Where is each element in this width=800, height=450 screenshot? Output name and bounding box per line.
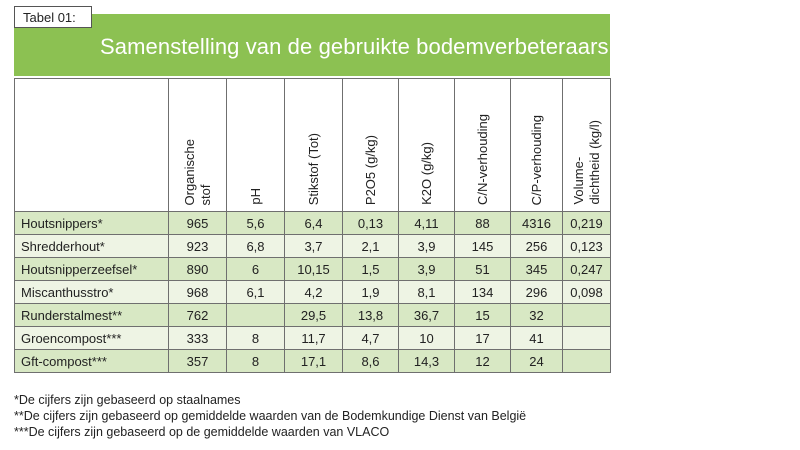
table-cell: 4,2	[285, 281, 343, 304]
table-cell: 8,1	[399, 281, 455, 304]
data-table	[14, 78, 611, 373]
table-cell: 965	[169, 212, 227, 235]
table-cell: 14,3	[399, 350, 455, 373]
table-row	[15, 350, 611, 373]
table-row	[15, 304, 611, 327]
column-header: Volume- dichtheid (kg/l)	[563, 79, 611, 212]
row-label: Houtsnippers*	[15, 212, 169, 235]
table-cell: 0,13	[343, 212, 399, 235]
column-header: K2O (g/kg)	[399, 79, 455, 212]
table-cell: 10,15	[285, 258, 343, 281]
table-title: Samenstelling van de gebruikte bodemverbeteraars	[100, 34, 609, 59]
table-cell: 12	[455, 350, 511, 373]
table-cell: 3,9	[399, 235, 455, 258]
table-cell: 3,9	[399, 258, 455, 281]
header-corner	[15, 79, 169, 212]
footnote: **De cijfers zijn gebaseerd op gemiddelde waarden van de Bodemkundige Dienst van België	[14, 409, 527, 423]
table-cell: 333	[169, 327, 227, 350]
table-cell: 256	[511, 235, 563, 258]
row-label: Gft-compost***	[15, 350, 169, 373]
table-cell: 11,7	[285, 327, 343, 350]
footnotes	[14, 392, 526, 440]
column-header: pH	[227, 79, 285, 212]
header-row	[15, 79, 611, 212]
table-cell: 29,5	[285, 304, 343, 327]
table-cell: 24	[511, 350, 563, 373]
column-header: P2O5 (g/kg)	[343, 79, 399, 212]
table-cell: 8	[227, 327, 285, 350]
row-label: Shredderhout*	[15, 235, 169, 258]
table-cell: 8	[227, 350, 285, 373]
row-label: Miscanthusstro*	[15, 281, 169, 304]
table-cell: 296	[511, 281, 563, 304]
row-label: Runderstalmest**	[15, 304, 169, 327]
table-cell: 4,11	[399, 212, 455, 235]
table-cell: 4316	[511, 212, 563, 235]
table-row	[15, 258, 611, 281]
table-row	[15, 235, 611, 258]
table-cell	[563, 350, 611, 373]
table-cell: 51	[455, 258, 511, 281]
table-cell	[227, 304, 285, 327]
table-row	[15, 327, 611, 350]
table-cell: 6,8	[227, 235, 285, 258]
table-cell: 357	[169, 350, 227, 373]
table-cell: 134	[455, 281, 511, 304]
table-number-label: Tabel 01:	[14, 6, 92, 28]
footnote: ***De cijfers zijn gebaseerd op de gemiddelde waarden van VLACO	[14, 425, 390, 439]
table-cell: 2,1	[343, 235, 399, 258]
table-cell: 3,7	[285, 235, 343, 258]
table-cell: 41	[511, 327, 563, 350]
table-cell: 10	[399, 327, 455, 350]
table-cell: 17,1	[285, 350, 343, 373]
table-cell: 345	[511, 258, 563, 281]
row-label: Groencompost***	[15, 327, 169, 350]
table-cell: 15	[455, 304, 511, 327]
table-cell: 0,247	[563, 258, 611, 281]
table-cell: 8,6	[343, 350, 399, 373]
table-cell: 13,8	[343, 304, 399, 327]
table-cell	[563, 327, 611, 350]
footnote: *De cijfers zijn gebaseerd op staalnames	[14, 393, 241, 407]
table-row	[15, 212, 611, 235]
table-cell: 923	[169, 235, 227, 258]
row-label: Houtsnipperzeefsel*	[15, 258, 169, 281]
table-cell: 1,5	[343, 258, 399, 281]
table-cell: 6,4	[285, 212, 343, 235]
table-cell: 5,6	[227, 212, 285, 235]
table-cell: 4,7	[343, 327, 399, 350]
table-cell: 6	[227, 258, 285, 281]
table-cell: 145	[455, 235, 511, 258]
table-cell: 762	[169, 304, 227, 327]
table-cell: 0,219	[563, 212, 611, 235]
column-header: C/N-verhouding	[455, 79, 511, 212]
table-cell: 890	[169, 258, 227, 281]
table-cell: 1,9	[343, 281, 399, 304]
table-cell: 32	[511, 304, 563, 327]
column-header: Stikstof (Tot)	[285, 79, 343, 212]
table-cell	[563, 304, 611, 327]
table-cell: 0,123	[563, 235, 611, 258]
column-header: Organische stof	[169, 79, 227, 212]
table-cell: 17	[455, 327, 511, 350]
table-cell: 36,7	[399, 304, 455, 327]
table-row	[15, 281, 611, 304]
table-cell: 0,098	[563, 281, 611, 304]
table-cell: 968	[169, 281, 227, 304]
column-header: C/P-verhouding	[511, 79, 563, 212]
table-cell: 88	[455, 212, 511, 235]
table-cell: 6,1	[227, 281, 285, 304]
